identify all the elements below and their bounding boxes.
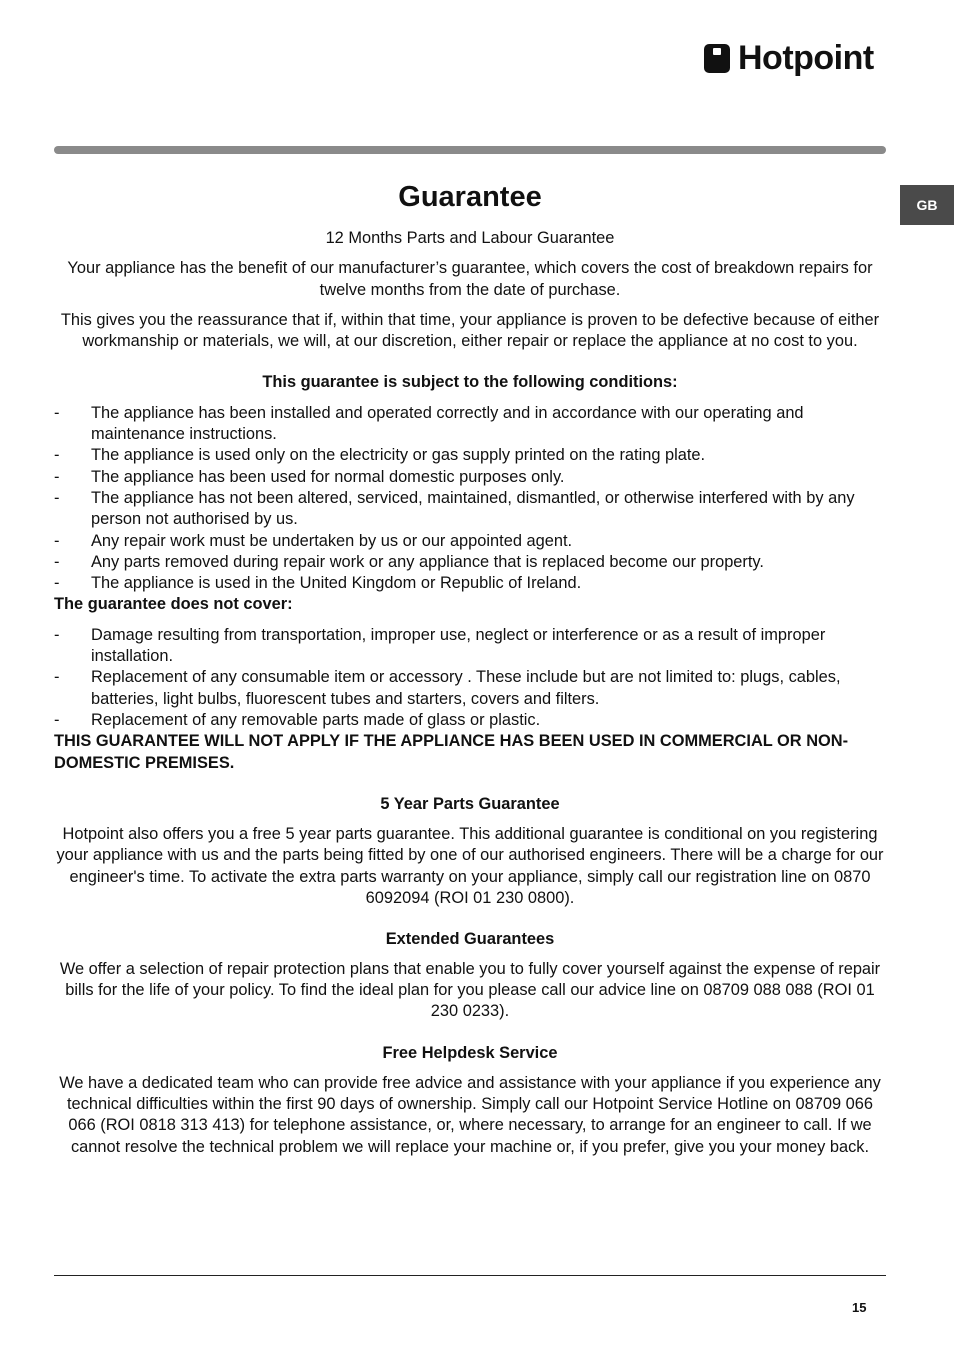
list-item: - Any repair work must be undertaken by us or our appointed agent.	[54, 531, 573, 550]
five-year-heading: 5 Year Parts Guarantee	[380, 794, 560, 813]
list-item: - The appliance has been installed and operated correctly and in accordance with our operating and maintenance instructions.	[54, 403, 804, 444]
list-item: - The appliance is used only on the electricity or gas supply printed on the rating plate.	[54, 446, 706, 465]
logo-text: Hotpoint	[738, 39, 874, 77]
list-item: - The appliance has not been altered, serviced, maintained, dismantled, or otherwise interfered with by any person not authorised by us.	[54, 488, 855, 529]
list-item: - Damage resulting from transportation, improper use, neglect or interference or as a result of improper installation.	[54, 625, 826, 666]
extended-heading: Extended Guarantees	[385, 930, 555, 949]
extended-text: We offer a selection of repair protection plans that enable you to fully cover yourself against the expense of repair bills for the life of your policy. To find the ideal plan for you please call our advice line on 08709 088 088 (ROI 01 230 0233).	[59, 959, 881, 1021]
conditions-heading: This guarantee is subject to the following conditions:	[262, 373, 678, 392]
list-item: - Replacement of any consumable item or accessory . These include but are not limited to: plugs, cables, batteries, light bulbs, fluorescent tubes and starters, covers and filters.	[54, 668, 841, 708]
helpdesk-heading: Free Helpdesk Service	[382, 1043, 558, 1062]
guarantee-content	[54, 176, 886, 1158]
commercial-use-warning: THIS GUARANTEE WILL NOT APPLY IF THE APPLIANCE HAS BEEN USED IN COMMERCIAL OR NON-DOMESTIC PREMISES.	[54, 732, 849, 772]
page-title: Guarantee	[398, 181, 542, 213]
hotpoint-logo-icon	[704, 44, 730, 73]
intro-paragraph-2: This gives you the reassurance that if, within that time, your appliance is proven to be defective because of either workmanship or materials, we will, at our discretion, either repair or replace the appliance at no cost to you.	[60, 310, 880, 351]
list-item: - The appliance has been used for normal domestic purposes only.	[54, 467, 565, 486]
exclusions-heading: The guarantee does not cover:	[54, 595, 293, 614]
helpdesk-text: We have a dedicated team who can provide free advice and assistance with your appliance if you experience any technical difficulties within the first 90 days of ownership. Simply call our Hotpoint Service Hotline on 08709 066 066 (ROI 0818 313 413) for telephone assistance, or, where necessary, to arrange for an engineer to call. If we cannot resolve the technical problem we will replace your machine or, if you prefer, give you your money back.	[59, 1073, 881, 1156]
five-year-text: Hotpoint also offers you a free 5 year parts guarantee. This additional guarantee is conditional on you registering your appliance with us and the parts being fitted by one of our authorised engineers. There will be a charge for our engineer's time. To activate the extra parts warranty on your appliance, simply call our registration line on 0870 6092094 (ROI 01 230 0800).	[56, 825, 884, 908]
conditions-list	[54, 403, 886, 595]
list-item: - The appliance is used in the United Kingdom or Republic of Ireland.	[54, 574, 582, 593]
subtitle: 12 Months Parts and Labour Guarantee	[325, 229, 615, 247]
language-tab: GB	[900, 185, 954, 225]
list-item: - Any parts removed during repair work or any appliance that is replaced become our property.	[54, 552, 764, 571]
intro-paragraph-1: Your appliance has the benefit of our manufacturer’s guarantee, which covers the cost of breakdown repairs for twelve months from the date of purchase.	[67, 259, 873, 299]
hotpoint-logo	[704, 38, 874, 78]
exclusions-list	[54, 625, 886, 731]
bottom-divider	[54, 1275, 886, 1276]
page-number: 15	[852, 1300, 867, 1315]
list-item: - Replacement of any removable parts made of glass or plastic.	[54, 710, 541, 729]
top-divider	[54, 146, 886, 154]
